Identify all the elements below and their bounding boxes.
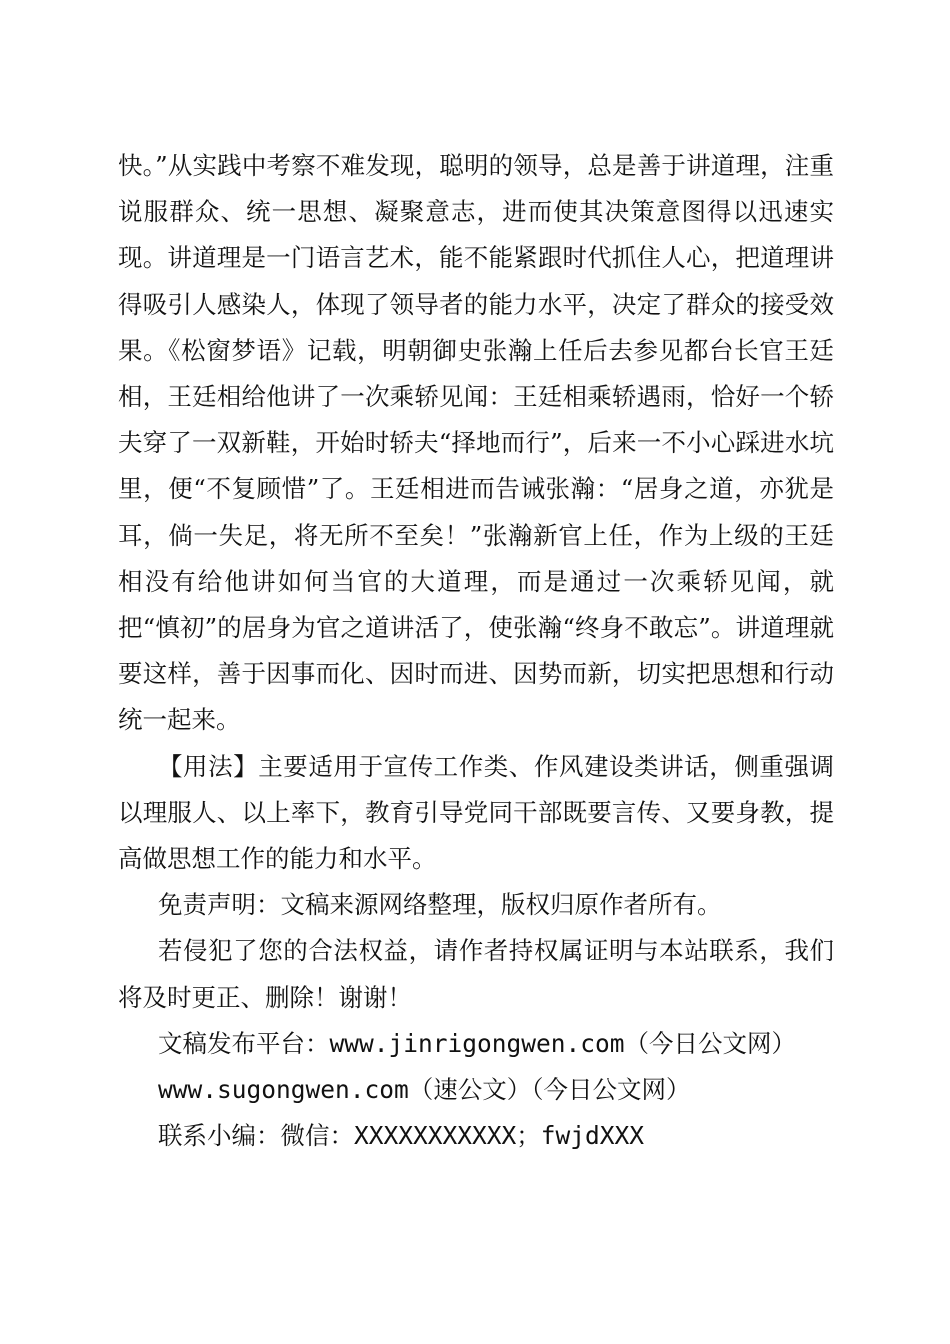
site2-line (118, 1067, 834, 1113)
body-paragraph: 快。”从实践中考察不难发现，聪明的领导，总是善于讲道理，注重说服群众、统一思想、凝聚意志，进而使其决策意图得以迅速实现。讲道理是一门语言艺术，能不能紧跟时代抓住人心，把道理讲得吸引人感染人，体现了领导者的能力水平，决定了群众的接受效果。《松窗梦语》记载，明朝御史张瀚上任后去参见都台长官王廷相，王廷相给他讲了一次乘轿见闻：王廷相乘轿遇雨，恰好一个轿夫穿了一双新鞋，开始时轿夫“择地而行”，后来一不小心踩进水坑里，便“不复顾惜”了。王廷相进而告诫张瀚：“居身之道，亦犹是耳，倘一失足，将无所不至矣！”张瀚新官上任，作为上级的王廷相没有给他讲如何当官的大道理，而是通过一次乘轿见闻，就把“慎初”的居身为官之道讲活了，使张瀚“终身不敢忘”。讲道理就要这样，善于因事而化、因时而进、因势而新，切实把思想和行动统一起来。 (118, 151, 834, 735)
contact-label: 联系小编：微信： (158, 1121, 354, 1151)
site2-names: （速公文）（今日公文网） (408, 1075, 691, 1105)
disclaimer-text: 免责声明：文稿来源网络整理，版权归原作者所有。 (158, 890, 722, 920)
platform-label: 文稿发布平台： (158, 1028, 330, 1058)
platform-url-link[interactable]: www.jinrigongwen.com (329, 1028, 625, 1058)
platform-name: （今日公文网） (624, 1028, 797, 1058)
document-page (118, 143, 834, 1159)
site2-url-link[interactable]: www.sugongwen.com (158, 1075, 409, 1105)
usage-paragraph: 【用法】主要适用于宣传工作类、作风建设类讲话，侧重强调以理服人、以上率下，教育引导党同干部既要言传、又要身教，提高做思想工作的能力和水平。 (118, 751, 834, 874)
infringement-notice: 若侵犯了您的合法权益，请作者持权属证明与本站联系，我们将及时更正、删除！谢谢！ (118, 936, 834, 1012)
contact-line (118, 1113, 834, 1159)
platform-line (118, 1021, 834, 1067)
contact-value: XXXXXXXXXXX；fwjdXXX (354, 1121, 645, 1151)
